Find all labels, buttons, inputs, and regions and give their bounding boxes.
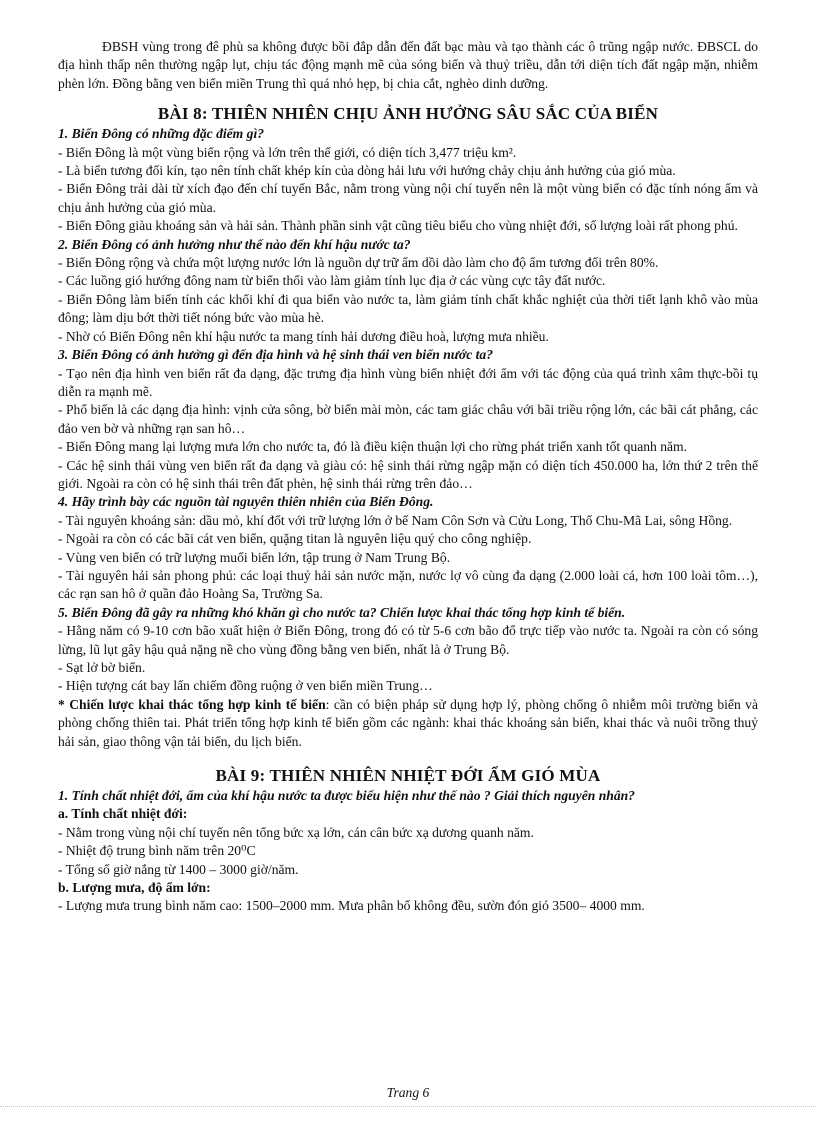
list-item: - Phổ biến là các dạng địa hình: vịnh cửa sông, bờ biển mài mòn, các tam giác châu với bãi triều rộng lớn, các bãi cát phẳng, các đảo ven bờ và những rạn san hô… <box>58 402 758 436</box>
list-item: - Biển Đông là một vùng biển rộng và lớn trên thế giới, có diện tích 3,477 triệu km². <box>58 144 517 160</box>
question-heading: 4. Hãy trình bày các nguồn tài nguyên thiên nhiên của Biển Đông. <box>58 494 434 510</box>
document-page <box>58 38 758 916</box>
list-item: - Nằm trong vùng nội chí tuyến nên tổng bức xạ lớn, cán cân bức xạ dương quanh năm. <box>58 824 534 840</box>
question-heading: 3. Biển Đông có ảnh hưởng gì đến địa hình và hệ sinh thái ven biển nước ta? <box>58 347 493 363</box>
strategy-label: * Chiến lược khai thác tổng hợp kinh tế biển <box>58 696 326 712</box>
list-item: - Biển Đông giàu khoáng sản và hải sản. Thành phần sinh vật cũng tiêu biểu cho vùng nhiệt đới, số lượng loài rất phong phú. <box>58 218 738 234</box>
list-item: - Tạo nên địa hình ven biển rất đa dạng, đặc trưng địa hình vùng biển nhiệt đới ẩm với tác động của quá trình xâm thực-bồi tụ diễn ra mạnh mẽ. <box>58 365 758 399</box>
page-number: Trang 6 <box>386 1085 430 1100</box>
list-item: - Là biển tương đối kín, tạo nên tính chất khép kín của dòng hải lưu với hướng chảy chịu ảnh hưởng của gió mùa. <box>58 163 676 179</box>
lesson-8-title: BÀI 8: THIÊN NHIÊN CHỊU ẢNH HƯỞNG SÂU SẮC CỦA BIỂN <box>157 104 659 124</box>
list-item: - Biển Đông làm biến tính các khối khí đi qua biển vào nước ta, làm giảm tính chất khắc nghiệt của thời tiết lạnh khô vào mùa đông; làm dịu bớt thời tiết nóng bức vào mùa hè. <box>58 291 758 326</box>
list-item: - Các luồng gió hướng đông nam từ biển thổi vào làm giảm tính lục địa ở các vùng cực tây đất nước. <box>58 273 606 289</box>
list-item: - Hiện tượng cát bay lấn chiếm đồng ruộng ở ven biển miền Trung… <box>58 678 433 694</box>
strategy-paragraph <box>58 696 758 751</box>
list-item: - Vùng ven biển có trữ lượng muối biển lớn, tập trung ở Nam Trung Bộ. <box>58 549 451 565</box>
list-item: - Biển Đông rộng và chứa một lượng nước lớn là nguồn dự trữ ẩm dồi dào làm cho độ ẩm tương đối trên 80%. <box>58 255 659 271</box>
question-heading: 5. Biển Đông đã gây ra những khó khăn gì cho nước ta? Chiến lược khai thác tổng hợp kinh tế biển. <box>58 604 626 620</box>
question-heading: 1. Biển Đông có những đặc điểm gì? <box>58 126 265 142</box>
subsection-heading: a. Tính chất nhiệt đới: <box>58 806 188 822</box>
list-item: - Nhiệt độ trung bình năm trên 20⁰C <box>58 843 256 859</box>
question-heading: 1. Tính chất nhiệt đới, ẩm của khí hậu nước ta được biểu hiện như thế nào ? Giải thích nguyên nhân? <box>58 788 635 804</box>
list-item: - Sạt lở bờ biển. <box>58 660 146 675</box>
list-item: - Ngoài ra còn có các bãi cát ven biển, quặng titan là nguyên liệu quý cho công nghiệp. <box>58 531 532 547</box>
intro-paragraph: ĐBSH vùng trong đê phù sa không được bồi đắp dẫn đến đất bạc màu và tạo thành các ô trũng ngập nước. ĐBSCL do địa hình thấp nên thường ngập lụt, chịu tác động mạnh mẽ của sóng biển và thuỷ triều, dẫn tới diện tích đất ngập mặn, nhiễm phèn lớn. Đồng bằng ven biển miền Trung thì quá nhỏ hẹp, bị chia cắt, nghèo dinh dưỡng. <box>58 39 758 91</box>
strategy-text: : cần có biện pháp sử dụng hợp lý, phòng chống ô nhiễm môi trường biển và phòng chống thiên tai. Phát triển tổng hợp kinh tế biển gồm các ngành: khai thác khoáng sản biển, khai thác và nuôi trồng thuỷ hải sản, giao thông vận tải biển, du lịch biển. <box>58 696 758 749</box>
list-item: - Hằng năm có 9-10 cơn bão xuất hiện ở Biển Đông, trong đó có từ 5-6 cơn bão đổ trực tiếp vào nước ta. Ngoài ra còn có sóng lừng, lũ lụt gây hậu quả nặng nề cho vùng đồng bằng ven biển, nhất là ở Trung Bộ. <box>58 623 758 657</box>
subsection-heading: b. Lượng mưa, độ ẩm lớn: <box>58 880 211 896</box>
list-item: - Biển Đông mang lại lượng mưa lớn cho nước ta, đó là điều kiện thuận lợi cho rừng phát triển xanh tốt quanh năm. <box>58 439 688 455</box>
list-item: - Lượng mưa trung bình năm cao: 1500–2000 mm. Mưa phân bố không đều, sườn đón gió 3500– 4000 mm. <box>58 898 645 914</box>
lesson-9-title: BÀI 9: THIÊN NHIÊN NHIỆT ĐỚI ẨM GIÓ MÙA <box>215 766 601 786</box>
list-item: - Tài nguyên hải sản phong phú: các loại thuỷ hải sản nước mặn, nước lợ vô cùng đa dạng (2.000 loài cá, hơn 100 loài tôm…), các rạn san hô ở quần đảo Hoàng Sa, Trường Sa. <box>58 567 758 602</box>
list-item: - Các hệ sinh thái vùng ven biển rất đa dạng và giàu có: hệ sinh thái rừng ngập mặn có diện tích 450.000 ha, lớn thứ 2 trên thế giới. Ngoài ra còn có hệ sinh thái trên đất phèn, hệ sinh thái rừng trên đảo… <box>58 457 758 491</box>
list-item: - Tài nguyên khoáng sản: dầu mỏ, khí đốt với trữ lượng lớn ở bể Nam Côn Sơn và Cửu Long, Thổ Chu-Mã Lai, sông Hồng. <box>58 512 733 528</box>
list-item: - Biển Đông trải dài từ xích đạo đến chí tuyến Bắc, nằm trong vùng nội chí tuyến nên là một vùng biển có đặc tính nóng ẩm và chịu ảnh hưởng của gió mùa. <box>58 181 758 215</box>
list-item: - Tổng số giờ nắng từ 1400 – 3000 giờ/năm. <box>58 861 299 877</box>
list-item: - Nhờ có Biển Đông nên khí hậu nước ta mang tính hải dương điều hoà, lượng mưa nhiều. <box>58 328 549 344</box>
question-heading: 2. Biển Đông có ảnh hưởng như thế nào đến khí hậu nước ta? <box>58 236 411 252</box>
page-divider <box>0 1106 816 1107</box>
